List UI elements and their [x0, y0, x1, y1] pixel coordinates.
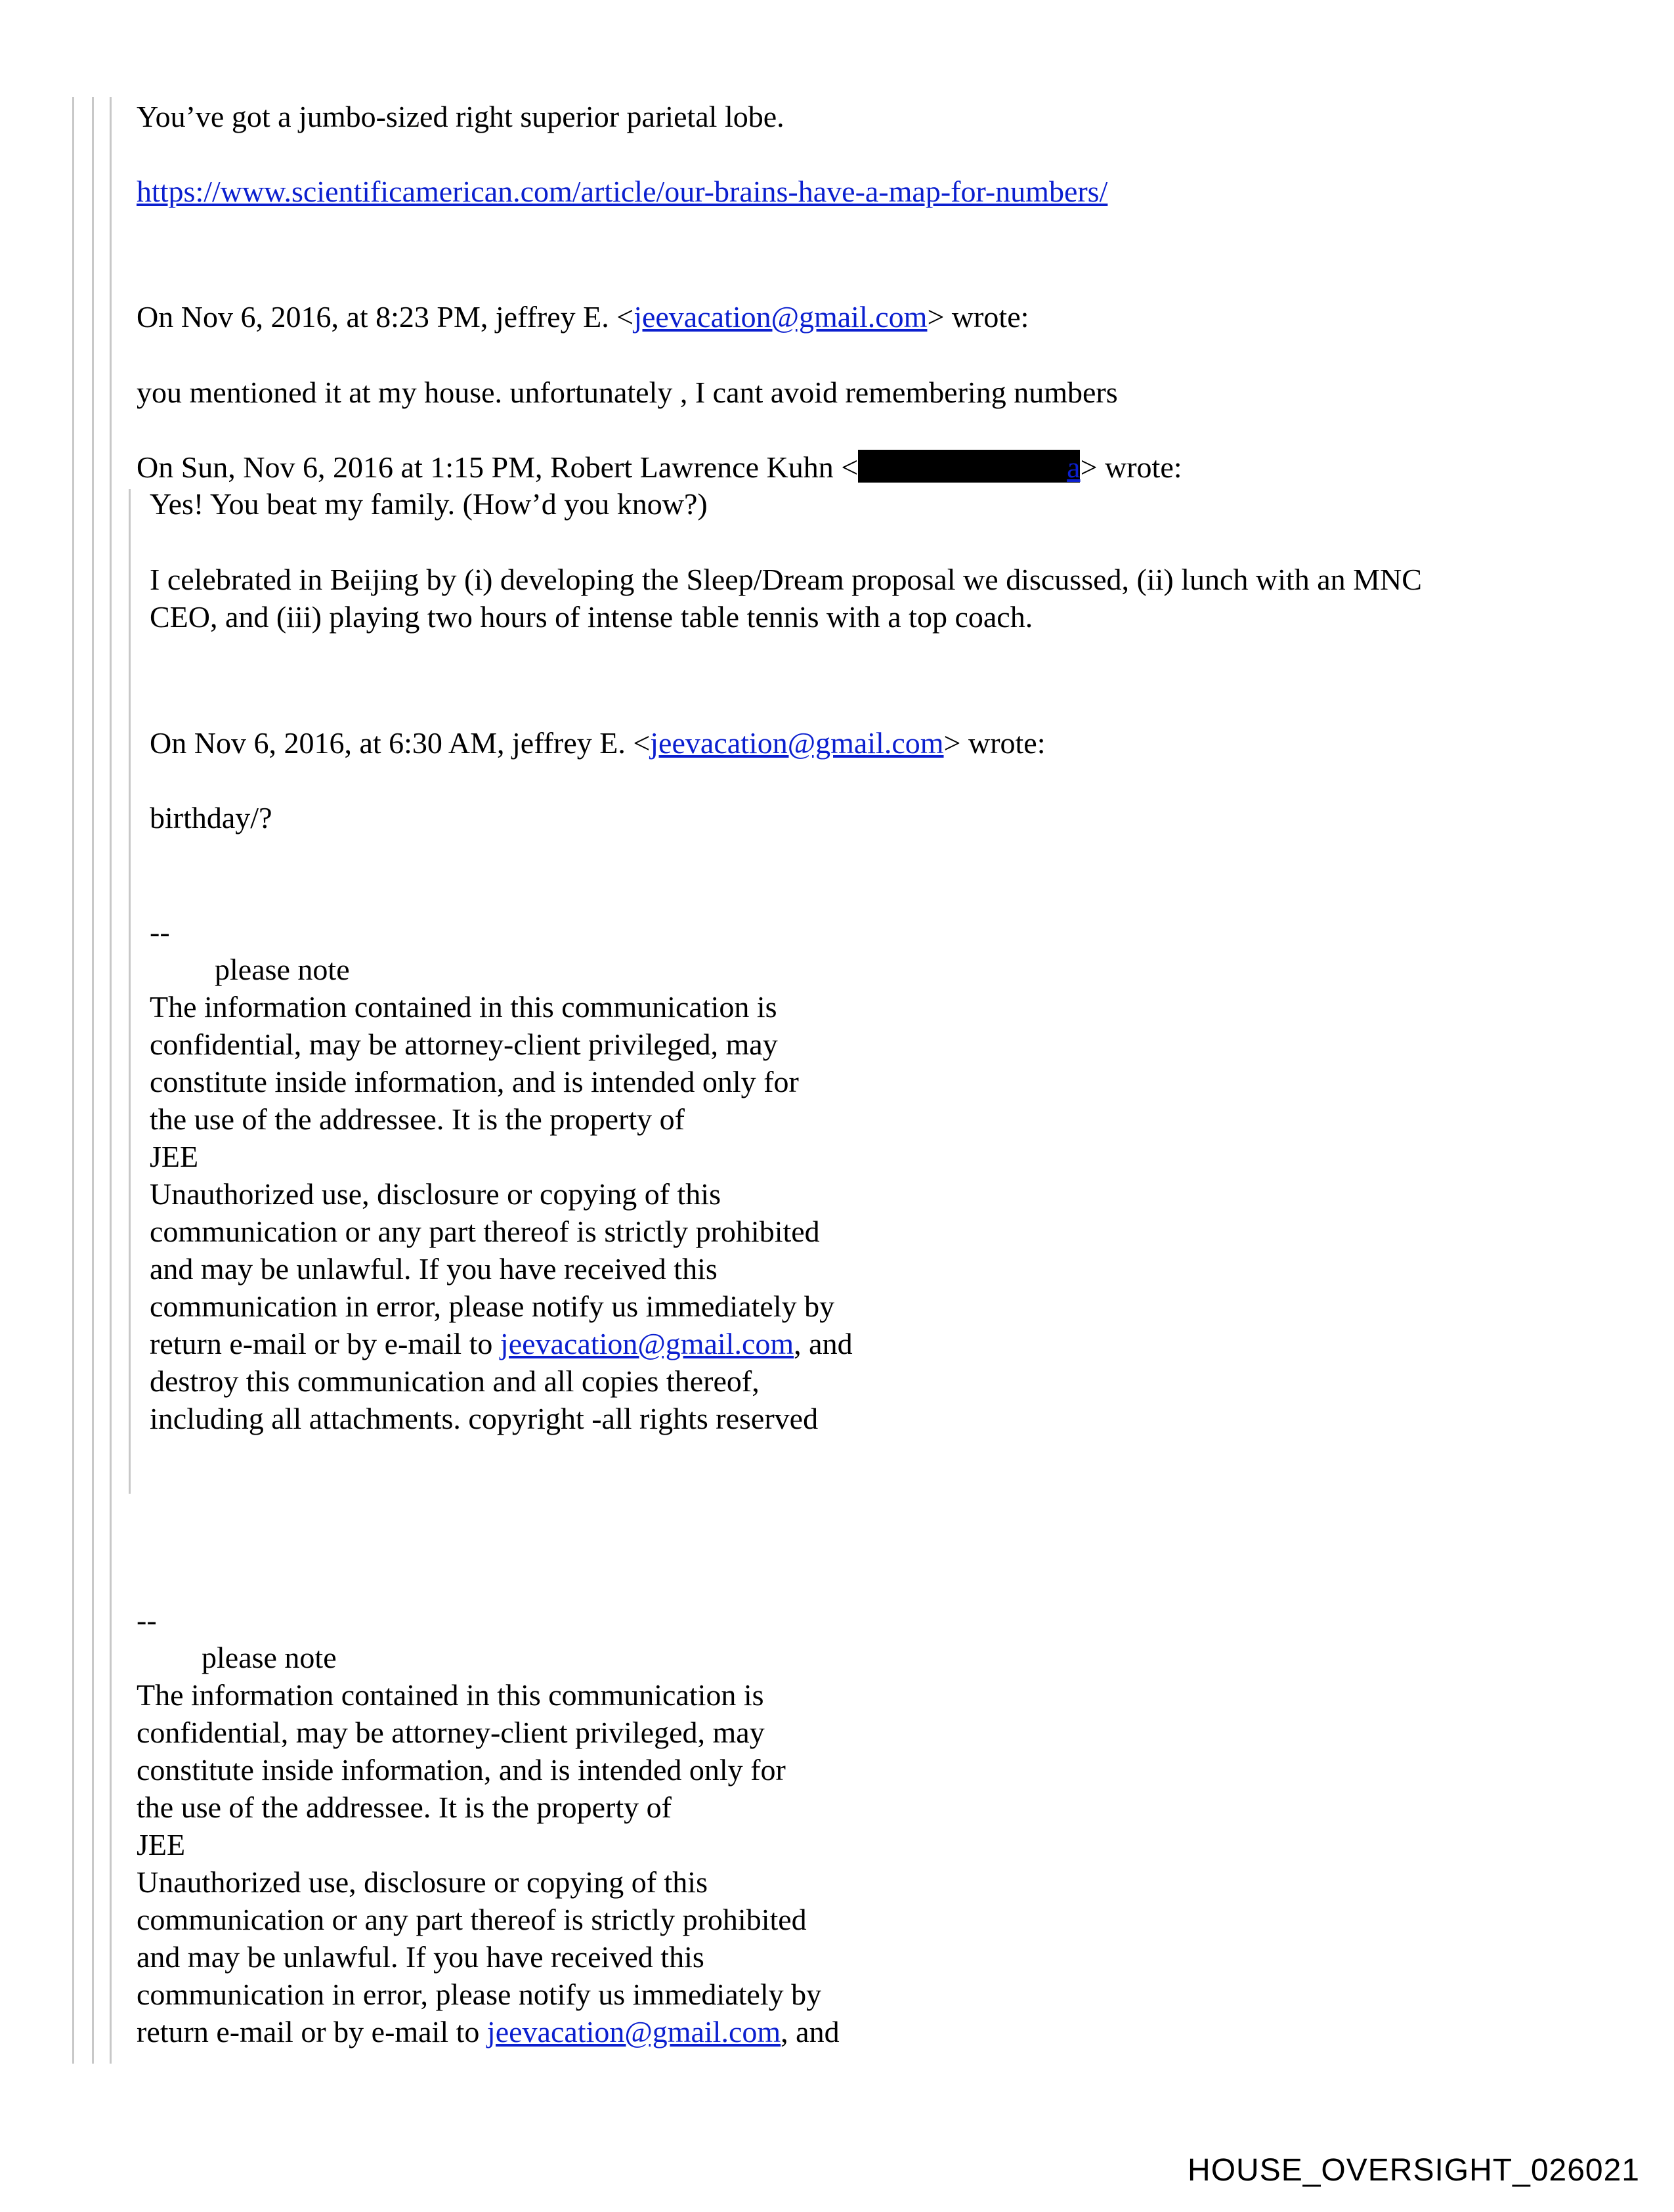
disclaimer-line: communication in error, please notify us immediately by [150, 1290, 835, 1323]
disclaimer-line: The information contained in this communication is [137, 1678, 764, 1712]
quote-bar-middle [92, 97, 94, 2064]
article-link[interactable] [137, 173, 1107, 210]
email-link[interactable]: jeevacation@gmail.com [500, 1327, 794, 1360]
disclaimer-line: confidential, may be attorney-client privileged, may [150, 1028, 778, 1061]
quote-bar-outer [72, 97, 74, 2064]
message-line: You’ve got a jumbo-sized right superior parietal lobe. [137, 100, 784, 133]
reply-header-prefix: On Nov 6, 2016, at 6:30 AM, jeffrey E. < [150, 726, 651, 760]
email-link[interactable]: jeevacation@gmail.com [486, 2015, 781, 2049]
disclaimer-line: communication in error, please notify us immediately by [137, 1978, 822, 2011]
message-line: CEO, and (iii) playing two hours of intense table tennis with a top coach. [150, 600, 1033, 634]
disclaimer-line [150, 1326, 853, 1362]
disclaimer-line: destroy this communication and all copies thereof, [150, 1364, 760, 1398]
disclaimer-line: Unauthorized use, disclosure or copying of this [150, 1177, 721, 1211]
disclaimer-line: The information contained in this communication is [150, 990, 777, 1024]
disclaimer-line: constitute inside information, and is intended only for [150, 1065, 799, 1098]
disclaimer-text: , and [781, 2015, 840, 2049]
signature-dash: -- [150, 915, 170, 949]
disclaimer-note: please note [202, 1641, 337, 1674]
disclaimer-line: and may be unlawful. If you have received this [137, 1940, 704, 1974]
reply-header-suffix: > wrote: [943, 726, 1046, 760]
disclaimer-line: constitute inside information, and is intended only for [137, 1753, 786, 1787]
disclaimer-note: please note [215, 953, 350, 986]
disclaimer-line: JEE [150, 1140, 199, 1173]
quote-bar-inner [110, 97, 112, 2064]
email-link[interactable]: jeevacation@gmail.com [633, 300, 928, 334]
signature-dash: -- [137, 1603, 157, 1637]
bates-number: HOUSE_OVERSIGHT_026021 [1188, 2153, 1640, 2188]
reply-header-suffix: > wrote: [1080, 450, 1182, 484]
article-link-text[interactable]: https://www.scientificamerican.com/article/our-brains-have-a-map-for-numbers/ [137, 175, 1108, 208]
message-line: I celebrated in Beijing by (i) developing the Sleep/Dream proposal we discussed, (ii) lunch with an MNC [150, 563, 1422, 596]
reply-header [150, 725, 1046, 762]
disclaimer-line: including all attachments. copyright -all rights reserved [150, 1402, 819, 1435]
redacted-email-tail: a [1067, 450, 1081, 484]
quote-bar-kuhn [129, 489, 131, 1494]
reply-header-prefix: On Sun, Nov 6, 2016 at 1:15 PM, Robert Lawrence Kuhn < [137, 450, 859, 484]
email-link[interactable]: jeevacation@gmail.com [650, 726, 944, 760]
disclaimer-line [137, 2014, 840, 2050]
reply-header [137, 299, 1029, 336]
disclaimer-line: Unauthorized use, disclosure or copying of this [137, 1865, 708, 1899]
reply-header-prefix: On Nov 6, 2016, at 8:23 PM, jeffrey E. < [137, 300, 634, 334]
disclaimer-text: return e-mail or by e-mail to [137, 2015, 487, 2049]
disclaimer-line: communication or any part thereof is strictly prohibited [150, 1215, 820, 1248]
reply-header-suffix: > wrote: [927, 300, 1029, 334]
message-line: birthday/? [150, 801, 272, 835]
disclaimer-line: communication or any part thereof is strictly prohibited [137, 1903, 807, 1936]
disclaimer-line: JEE [137, 1828, 186, 1861]
disclaimer-line: the use of the addressee. It is the property of [137, 1790, 672, 1824]
disclaimer-line: the use of the addressee. It is the property of [150, 1102, 685, 1136]
message-line: you mentioned it at my house. unfortunately , I cant avoid remembering numbers [137, 376, 1118, 409]
disclaimer-line: and may be unlawful. If you have received this [150, 1252, 718, 1286]
reply-header-kuhn [137, 449, 1182, 486]
redaction-block [858, 450, 1080, 483]
disclaimer-line: confidential, may be attorney-client privileged, may [137, 1716, 765, 1749]
disclaimer-text: return e-mail or by e-mail to [150, 1327, 500, 1360]
disclaimer-text: , and [794, 1327, 853, 1360]
message-line: Yes! You beat my family. (How’d you know?) [150, 487, 708, 521]
